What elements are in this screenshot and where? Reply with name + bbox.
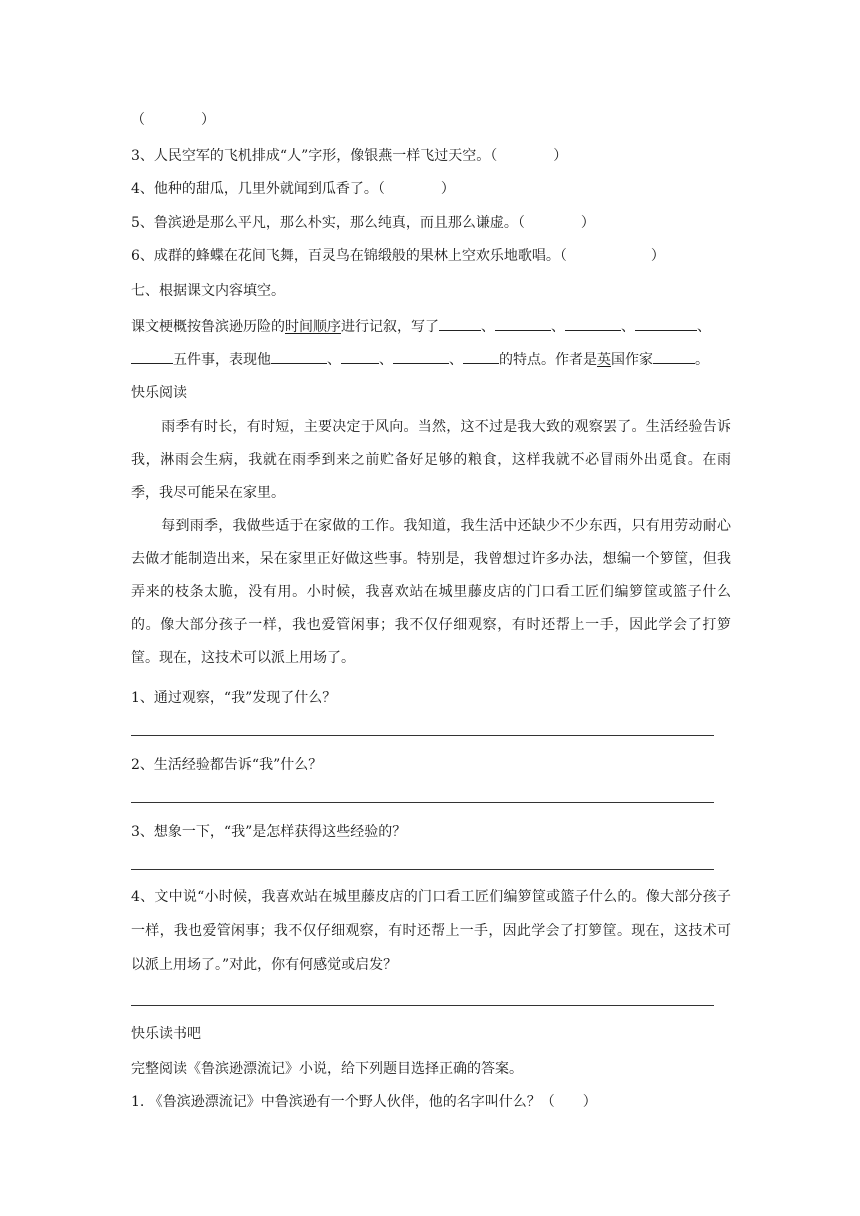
separator: 、 (449, 352, 463, 368)
fill-text: 课文梗概按鲁滨逊历险的 (131, 319, 285, 335)
book-question-1: 1. 《鲁滨逊漂流记》中鲁滨逊有一个野人伙伴，他的名字叫什么？（ ） (131, 1094, 597, 1110)
judge-item-text: 4、他种的甜瓜，几里外就闻到瓜香了。（ (131, 181, 385, 197)
fill-text: 的特点。作者是 (499, 352, 597, 368)
blank-trait-4[interactable] (463, 349, 499, 364)
fill-text: 国作家 (611, 352, 653, 368)
book-intro: 完整阅读《鲁滨逊漂流记》小说，给下列题目选择正确的答案。 (131, 1061, 523, 1077)
judge-item-close: ） (650, 248, 665, 264)
reading-paragraph-1 (131, 411, 731, 510)
fill-line-2 (131, 349, 709, 370)
reading-paragraph-2 (131, 510, 731, 675)
section-7-heading: 七、根据课文内容填空。 (131, 283, 285, 299)
separator: 、 (379, 352, 393, 368)
question-4 (131, 880, 731, 982)
judge-item-text: 5、鲁滨逊是那么平凡，那么朴实，那么纯真，而且那么谦虚。（ (131, 215, 525, 231)
separator: 、 (481, 319, 495, 335)
blank-trait-1[interactable] (271, 349, 327, 364)
question-2: 2、生活经验都告诉“我”什么？ (131, 757, 323, 773)
blank-trait-2[interactable] (341, 349, 379, 364)
underlined-country: 英 (597, 352, 611, 368)
fill-text: 五件事，表现他 (173, 352, 271, 368)
separator: 、 (551, 319, 565, 335)
paragraph-text: 每到雨季，我做些适于在家做的工作。我知道，我生活中还缺少不少东西，只有用劳动耐心去做才能制造出来，呆在家里正好做这些事。特别是，我曾想过许多办法，想编一个箩筐，但我弄来的枝条太脆，没有用。小时候，我喜欢站在城里藤皮店的门口看工匠们编箩筐或篮子什么的。像大部分孩子一样，我也爱管闲事；我不仅仔细观察，有时还帮上一手，因此学会了打箩筐。现在，这技术可以派上用场了。 (131, 518, 731, 666)
blank-author[interactable] (653, 349, 695, 364)
answer-line-2[interactable] (131, 802, 714, 803)
blank-event-2[interactable] (495, 316, 551, 331)
question-1: 1、通过观察，“我”发现了什么？ (131, 690, 337, 706)
blank-event-4[interactable] (635, 316, 697, 331)
judge-item-3 (131, 146, 567, 166)
question-4-text: 4、文中说“小时候，我喜欢站在城里藤皮店的门口看工匠们编箩筐或篮子什么的。像大部分孩子一样，我也爱管闲事；我不仅仔细观察，有时还帮上一手，因此学会了打箩筐。现在，这技术可以派上用场了。”对此，你有何感觉或启发？ (131, 889, 731, 973)
judge-item-4 (131, 179, 455, 199)
question-3: 3、想象一下，“我”是怎样获得这些经验的？ (131, 824, 407, 840)
answer-line-4[interactable] (131, 1005, 714, 1006)
fill-text: 。 (695, 352, 709, 368)
fill-line-1 (131, 316, 711, 337)
blank-event-5[interactable] (131, 349, 173, 364)
separator: 、 (327, 352, 341, 368)
separator: 、 (697, 319, 711, 335)
judge-item-6 (131, 246, 665, 266)
fill-text: 进行记叙，写了 (341, 319, 439, 335)
blank-trait-3[interactable] (393, 349, 449, 364)
answer-line-3[interactable] (131, 869, 714, 870)
judge-item-close: ） (440, 181, 455, 197)
blank-event-1[interactable] (439, 316, 481, 331)
judge-item-text: 6、成群的蜂蝶在花间飞舞，百灵鸟在锦缎般的果林上空欢乐地歌唱。（ (131, 248, 567, 264)
judge-item-close: ） (553, 148, 568, 164)
separator: 、 (621, 319, 635, 335)
answer-paren: （ ） (131, 112, 215, 128)
underlined-phrase: 时间顺序 (285, 319, 341, 335)
judge-item-text: 3、人民空军的飞机排成“人”字形，像银燕一样飞过天空。（ (131, 148, 498, 164)
answer-line-1[interactable] (131, 735, 714, 736)
paragraph-text: 雨季有时长，有时短，主要决定于风向。当然，这不过是我大致的观察罢了。生活经验告诉我，淋雨会生病，我就在雨季到来之前贮备好足够的粮食，这样我就不必冒雨外出觅食。在雨季，我尽可能呆在家里。 (131, 419, 731, 501)
judge-item-5 (131, 213, 595, 233)
reading-heading: 快乐阅读 (131, 385, 187, 401)
blank-event-3[interactable] (565, 316, 621, 331)
judge-item-close: ） (580, 215, 595, 231)
book-heading: 快乐读书吧 (131, 1026, 201, 1042)
